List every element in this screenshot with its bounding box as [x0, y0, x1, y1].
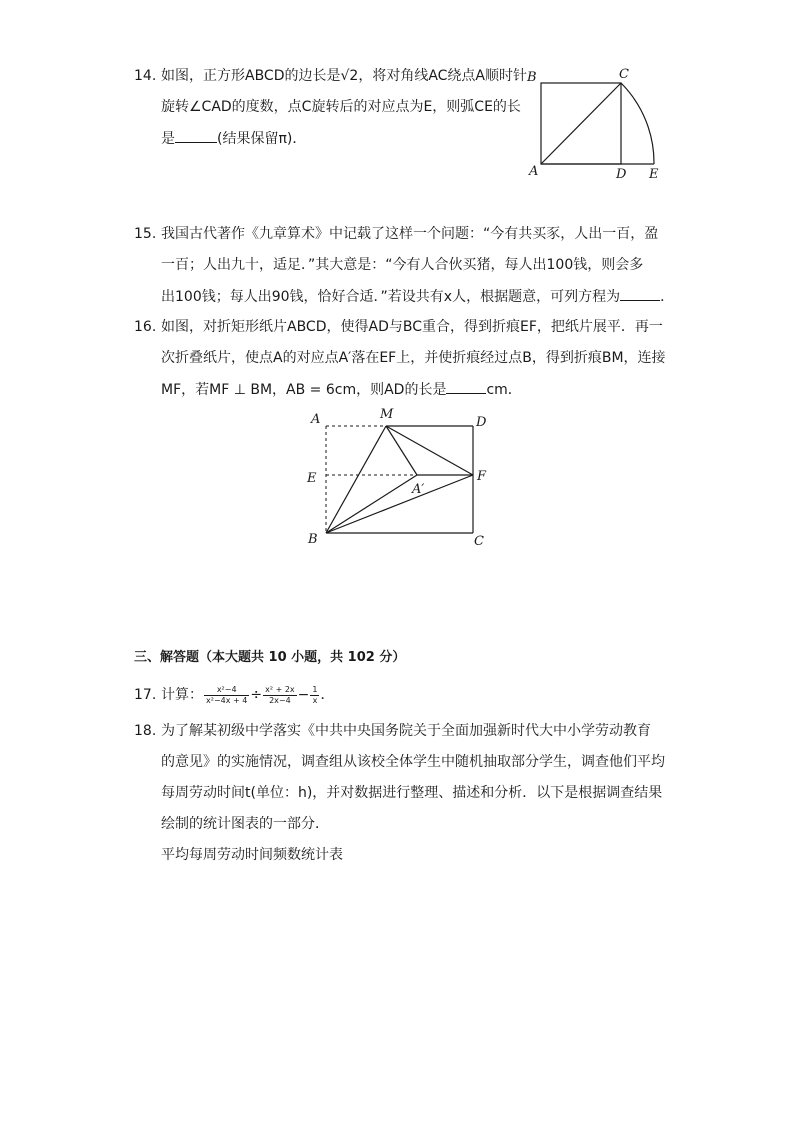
q17-expression	[161, 682, 334, 708]
q16-figure	[300, 405, 500, 550]
label-b: B	[308, 532, 318, 547]
q17-fraction-3	[310, 685, 319, 706]
q15-line3	[161, 286, 674, 307]
q18-number: 18.	[134, 723, 157, 739]
q17-frac3-den: x	[312, 695, 318, 705]
q15-number: 15.	[134, 226, 157, 242]
q17-prefix: 计算：	[161, 687, 203, 703]
q16-line3-prefix: MF，若MF ⊥ BM，AB = 6cm，则AD的长是	[161, 382, 447, 398]
q17-op1: ÷	[250, 687, 263, 703]
arc-ce	[621, 83, 654, 164]
q17-fraction-2	[263, 685, 297, 706]
q16-line2: 次折叠纸片，使点A的对应点A′落在EF上，并使折痕经过点B，得到折痕BM，连接	[161, 350, 666, 366]
section-3-title: 三、解答题（本大题共 10 小题，共 102 分）	[134, 650, 406, 665]
q14-line3-suffix: (结果保留π)．	[217, 131, 307, 147]
label-a-prime: A′	[412, 482, 425, 497]
label-a: A	[529, 164, 539, 179]
label-a: A	[311, 412, 321, 427]
q15-line2: 一百；人出九十，适足．”其大意是：“今有人合伙买猪，每人出100钱，则会多	[161, 257, 644, 273]
q18-table-title: 平均每周劳动时间频数统计表	[161, 847, 343, 863]
q17-frac2-den: 2x−4	[269, 695, 291, 705]
q15-answer-blank	[620, 286, 660, 301]
q18-line1: 为了解某初级中学落实《中共中央国务院关于全面加强新时代大中小学劳动教育	[161, 723, 651, 739]
segment-ba-prime	[326, 475, 417, 533]
q17-frac1-num: x²−4	[204, 685, 249, 696]
q18-line4: 绘制的统计图表的一部分．	[161, 816, 329, 832]
segment-mf	[386, 426, 473, 475]
label-e: E	[307, 471, 317, 486]
q15-line3-end: ．	[660, 289, 675, 305]
q17-end: ．	[320, 687, 335, 703]
q16-line3-suffix: cm．	[486, 382, 522, 398]
q14-answer-blank	[175, 128, 217, 143]
q18-line3: 每周劳动时间t(单位：h)，并对数据进行整理、描述和分析．以下是根据调查结果	[161, 785, 663, 801]
q16-line3	[161, 379, 522, 400]
label-d: D	[616, 167, 627, 182]
q16-number: 16.	[134, 319, 157, 335]
q17-op2: −	[297, 687, 310, 703]
q14-figure	[520, 62, 670, 187]
q15-line3-text: 出100钱；每人出90钱，恰好合适．”若设共有x人，根据题意，可列方程为	[161, 289, 621, 305]
q17-frac1-den: x²−4x + 4	[206, 695, 248, 705]
q14-line2: 旋转∠CAD的度数，点C旋转后的对应点为E，则弧CE的长	[161, 99, 521, 115]
q15-line1: 我国古代著作《九章算术》中记载了这样一个问题：“今有共买豕，人出一百，盈	[161, 226, 659, 242]
label-b: B	[527, 70, 537, 85]
label-c: C	[619, 67, 629, 82]
segment-ma-prime	[386, 426, 417, 475]
q17-frac2-num: x² + 2x	[265, 684, 295, 694]
label-c: C	[474, 534, 484, 549]
q14-line1: 如图，正方形ABCD的边长是√2，将对角线AC绕点A顺时针	[161, 68, 528, 84]
q16-line1: 如图，对折矩形纸片ABCD，使得AD与BC重合，得到折痕EF，把纸片展平．再一	[161, 319, 663, 335]
q17-number: 17.	[134, 687, 157, 703]
label-f: F	[477, 469, 487, 484]
diagonal-ac	[541, 83, 621, 164]
segment-bm	[326, 426, 386, 533]
q17-frac3-num: 1	[312, 684, 318, 694]
q14-line3-prefix: 是	[161, 131, 175, 147]
q18-line2: 的意见》的实施情况，调查组从该校全体学生中随机抽取部分学生，调查他们平均	[161, 754, 665, 770]
q17-fraction-1	[204, 685, 249, 706]
segment-bf	[326, 475, 473, 533]
label-m: M	[380, 407, 394, 422]
q16-answer-blank	[446, 379, 486, 394]
q14-line3	[161, 128, 306, 149]
q14-number: 14.	[134, 68, 157, 84]
label-e: E	[649, 167, 659, 182]
label-d: D	[476, 415, 487, 430]
